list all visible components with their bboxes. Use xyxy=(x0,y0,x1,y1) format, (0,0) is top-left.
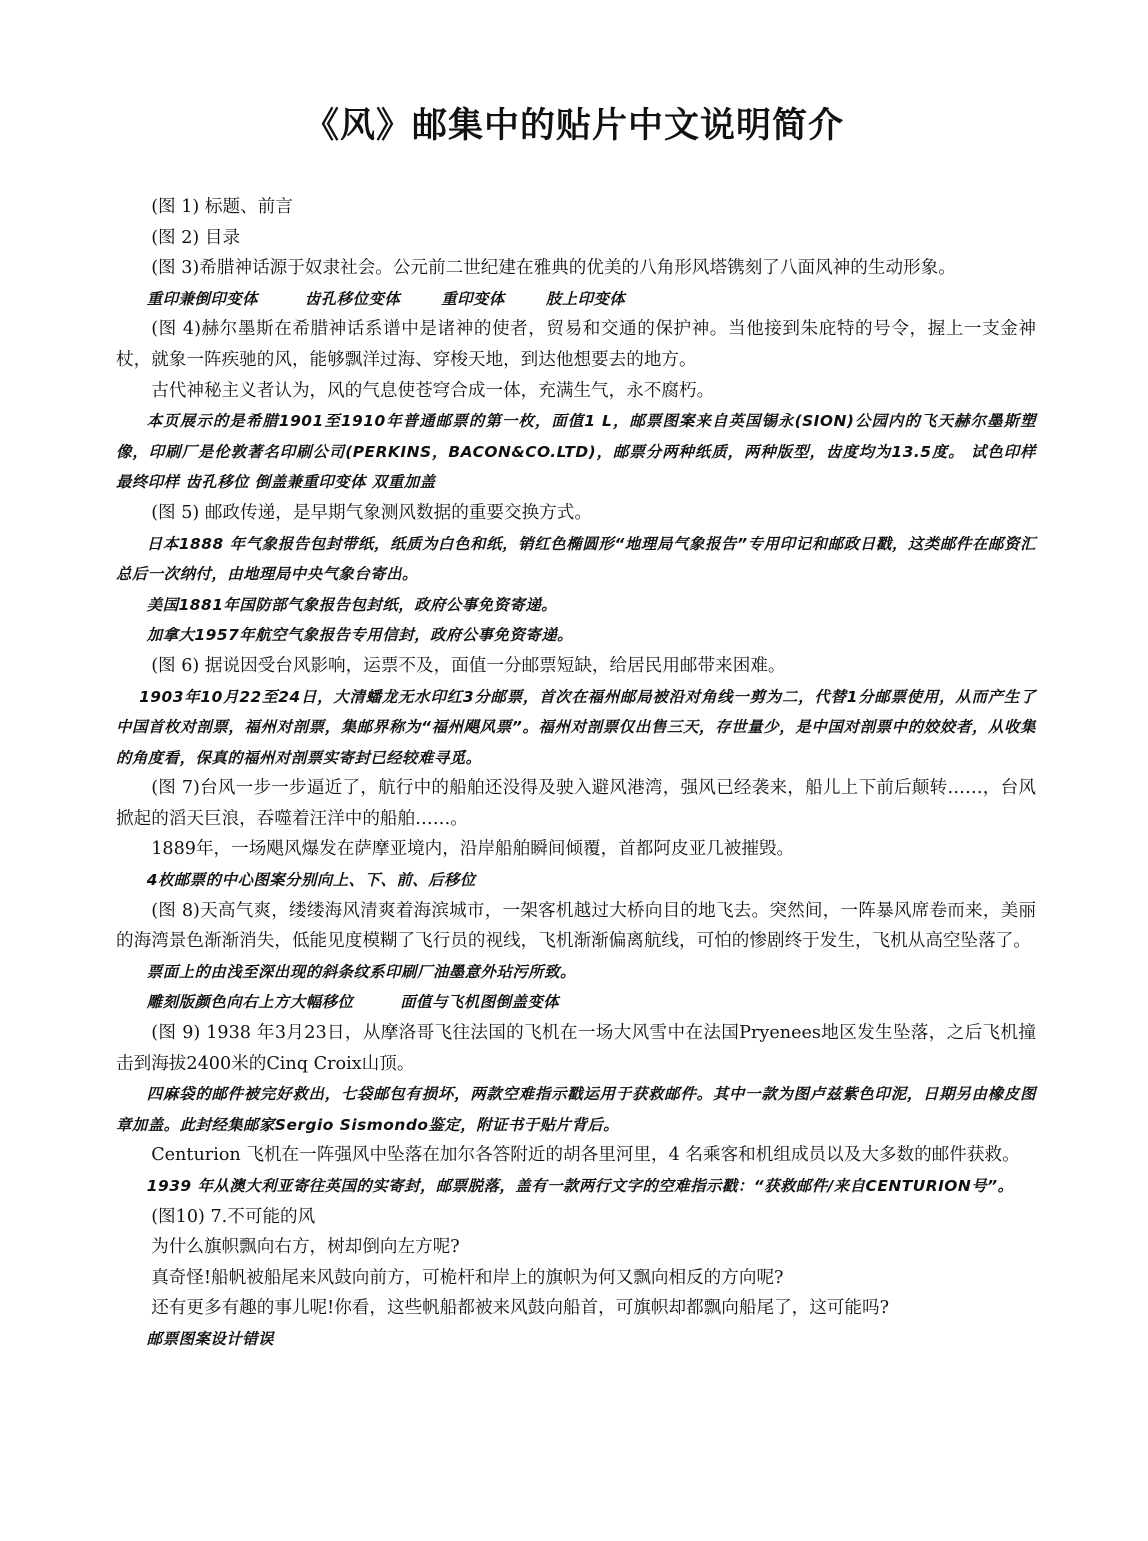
caption-paragraph: 四麻袋的邮件被完好救出，七袋邮包有损坏，两款空难指示戳运用于获救邮件。其中一款为图卢兹紫色印泥，日期另由橡皮图章加盖。此封经集邮家Sergio Sismondo鉴定，附证书于贴片背后。 xyxy=(116,1085,1036,1134)
document-body xyxy=(116,192,1036,1355)
caption-paragraph: 1903年10月22至24日，大清蟠龙无水印红3分邮票，首次在福州邮局被沿对角线一剪为二，代替1分邮票使用，从而产生了中国首枚对剖票，福州对剖票，集邮界称为“福州飓风票”。福州对剖票仅出售三天，存世量少，是中国对剖票中的姣姣者，从收集的角度看，保真的福州对剖票实寄封已经较难寻觅。 xyxy=(116,687,1036,767)
text-paragraph: (图 5) 邮政传递，是早期气象测风数据的重要交换方式。 xyxy=(151,502,592,523)
text-paragraph: (图 7)台风一步一步逼近了，航行中的船舶还没得及驶入避风港湾，强风已经袭来，船儿上下前后颠转……，台风掀起的滔天巨浪，吞噬着汪洋中的船舶……。 xyxy=(116,778,1036,829)
text-paragraph: (图10) 7.不可能的风 xyxy=(151,1206,316,1227)
caption-paragraph: 重印兼倒印变体 齿孔移位变体 重印变体 肢上印变体 xyxy=(146,289,626,308)
text-paragraph: 古代神秘主义者认为，风的气息使苍穹合成一体，充满生气，永不腐朽。 xyxy=(151,380,715,401)
text-paragraph: 真奇怪!船帆被船尾来风鼓向前方，可桅杆和岸上的旗帜为何又飘向相反的方向呢? xyxy=(151,1267,784,1288)
text-paragraph: (图 2) 目录 xyxy=(151,227,241,248)
caption-paragraph: 日本1888 年气象报告包封带纸，纸质为白色和纸，销红色椭圆形“地理局气象报告”专用印记和邮政日戳，这类邮件在邮资汇总后一次纳付，由地理局中央气象台寄出。 xyxy=(116,534,1036,584)
caption-paragraph: 4枚邮票的中心图案分别向上、下、前、后移位 xyxy=(146,871,476,890)
page-title: 《风》邮集中的贴片中文说明简介 xyxy=(303,105,844,146)
caption-paragraph: 雕刻版颜色向右上方大幅移位 面值与飞机图倒盖变体 xyxy=(146,993,560,1012)
caption-paragraph: 加拿大1957年航空气象报告专用信封，政府公事免资寄递。 xyxy=(146,626,574,645)
text-paragraph: (图 6) 据说因受台风影响，运票不及，面值一分邮票短缺，给居民用邮带来困难。 xyxy=(151,655,786,676)
text-paragraph: 还有更多有趣的事儿呢!你看，这些帆船都被来风鼓向船首，可旗帜却都飘向船尾了，这可能吗? xyxy=(151,1298,890,1319)
text-paragraph: (图 4)赫尔墨斯在希腊神话系谱中是诸神的使者，贸易和交通的保护神。当他接到朱庇特的号令，握上一支金神杖，就象一阵疾驰的风，能够飘洋过海、穿梭天地，到达他想要去的地方。 xyxy=(116,319,1036,370)
text-paragraph: 1889年，一场飓风爆发在萨摩亚境内，沿岸船舶瞬间倾覆，首都阿皮亚几被摧毁。 xyxy=(151,839,795,860)
caption-paragraph: 邮票图案设计错误 xyxy=(146,1329,274,1348)
text-paragraph: (图 9) 1938 年3月23日，从摩洛哥飞往法国的飞机在一场大风雪中在法国Pryenees地区发生坠落，之后飞机撞击到海拔2400米的Cinq Croix山顶。 xyxy=(116,1023,1036,1074)
text-paragraph: 为什么旗帜飘向右方，树却倒向左方呢? xyxy=(151,1237,460,1258)
text-paragraph: (图 3)希腊神话源于奴隶社会。公元前二世纪建在雅典的优美的八角形风塔镌刻了八面风神的生动形象。 xyxy=(151,258,956,279)
text-paragraph: (图 8)天高气爽，缕缕海风清爽着海滨城市，一架客机越过大桥向目的地飞去。突然间，一阵暴风席卷而来，美丽的海湾景色渐渐消失，低能见度模糊了飞行员的视线，飞机渐渐偏离航线，可怕的惨剧终于发生，飞机从高空坠落了。 xyxy=(116,900,1036,952)
text-paragraph: (图 1) 标题、前言 xyxy=(151,197,293,217)
caption-paragraph: 美国1881年国防部气象报告包封纸，政府公事免资寄递。 xyxy=(146,595,558,614)
caption-paragraph: 票面上的由浅至深出现的斜条纹系印刷厂油墨意外玷污所致。 xyxy=(146,962,576,981)
text-paragraph: Centurion 飞机在一阵强风中坠落在加尔各答附近的胡各里河里，4 名乘客和机组成员以及大多数的邮件获救。 xyxy=(151,1145,1020,1166)
caption-paragraph: 1939 年从澳大利亚寄往英国的实寄封，邮票脱落，盖有一款两行文字的空难指示戳：“获救邮件/来自CENTURION号”。 xyxy=(146,1177,1014,1195)
caption-paragraph: 本页展示的是希腊1901至1910年普通邮票的第一枚，面值1 L，邮票图案来自英国锡永(SION)公园内的飞天赫尔墨斯塑像，印刷厂是伦敦著名印刷公司(PERKINS，BACON&CO.LTD)，邮票分两种纸质，两种版型，齿度均为13.5度。 试色印样 最终印样 齿孔移位 倒盖兼重印变体 双重加盖 xyxy=(116,412,1036,492)
